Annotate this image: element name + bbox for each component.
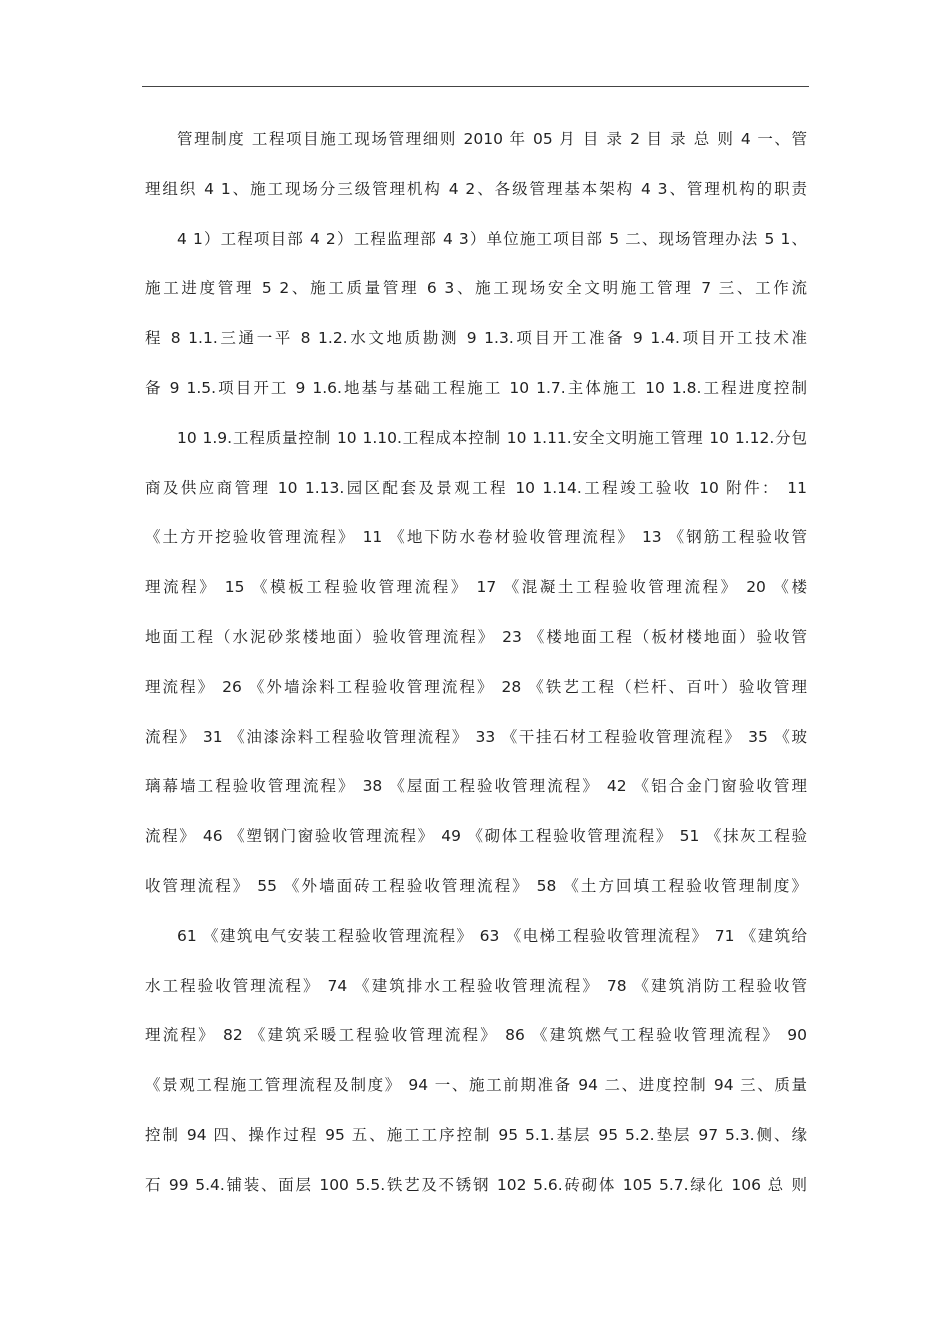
text-line: 管理制度 工程项目施工现场管理细则 2010 年 05 月 目 录 2 目 录 总 则 4 一、管 bbox=[177, 130, 807, 148]
text-line: 璃幕墙工程验收管理流程》 38 《屋面工程验收管理流程》 42 《铝合金门窗验收管理 bbox=[145, 777, 807, 796]
text-line: 商及供应商管理 10 1.13.园区配套及景观工程 10 1.14.工程竣工验收 10 附件： 11 bbox=[145, 478, 807, 497]
table-of-contents-text bbox=[145, 115, 807, 1211]
text-line: 流程》 46 《塑钢门窗验收管理流程》 49 《砌体工程验收管理流程》 51 《抹灰工程验 bbox=[145, 827, 807, 846]
text-line: 水工程验收管理流程》 74 《建筑排水工程验收管理流程》 78 《建筑消防工程验收管 bbox=[145, 976, 807, 995]
text-line: 控制 94 四、操作过程 95 五、施工工序控制 95 5.1.基层 95 5.2.垫层 97 5.3.侧、缘 bbox=[145, 1125, 807, 1144]
text-line: 石 99 5.4.铺装、面层 100 5.5.铁艺及不锈钢 102 5.6.砖砌体 105 5.7.绿化 106 总 则 bbox=[145, 1175, 807, 1194]
text-line: 《土方开挖验收管理流程》 11 《地下防水卷材验收管理流程》 13 《钢筋工程验收管 bbox=[145, 528, 807, 547]
text-line: 4 1）工程项目部 4 2）工程监理部 4 3）单位施工项目部 5 二、现场管理办法 5 1、 bbox=[177, 229, 807, 248]
text-line: 理流程》 26 《外墙涂料工程验收管理流程》 28 《铁艺工程（栏杆、百叶）验收管理 bbox=[145, 677, 807, 696]
text-line: 10 1.9.工程质量控制 10 1.10.工程成本控制 10 1.11.安全文明施工管理 10 1.12.分包 bbox=[177, 428, 807, 447]
header-rule bbox=[142, 86, 809, 87]
text-line: 61 《建筑电气安装工程验收管理流程》 63 《电梯工程验收管理流程》 71 《建筑给 bbox=[177, 926, 807, 945]
text-line: 理流程》 15 《模板工程验收管理流程》 17 《混凝土工程验收管理流程》 20 《楼 bbox=[145, 578, 807, 597]
text-line: 《景观工程施工管理流程及制度》 94 一、施工前期准备 94 二、进度控制 94 三、质量 bbox=[145, 1076, 807, 1095]
text-line: 地面工程（水泥砂浆楼地面）验收管理流程》 23 《楼地面工程（板材楼地面）验收管 bbox=[145, 627, 807, 646]
text-line: 备 9 1.5.项目开工 9 1.6.地基与基础工程施工 10 1.7.主体施工 10 1.8.工程进度控制 bbox=[145, 378, 807, 397]
text-line: 收管理流程》 55 《外墙面砖工程验收管理流程》 58 《土方回填工程验收管理制度》 bbox=[145, 876, 807, 895]
text-line: 施工进度管理 5 2、施工质量管理 6 3、施工现场安全文明施工管理 7 三、工作流 bbox=[145, 279, 807, 298]
text-line: 理流程》 82 《建筑采暖工程验收管理流程》 86 《建筑燃气工程验收管理流程》 90 bbox=[145, 1026, 807, 1045]
text-line: 流程》 31 《油漆涂料工程验收管理流程》 33 《干挂石材工程验收管理流程》 35 《玻 bbox=[145, 727, 807, 746]
text-line: 理组织 4 1、施工现场分三级管理机构 4 2、各级管理基本架构 4 3、管理机构的职责 bbox=[145, 179, 807, 198]
text-line: 程 8 1.1.三通一平 8 1.2.水文地质勘测 9 1.3.项目开工准备 9 1.4.项目开工技术准 bbox=[145, 329, 807, 348]
